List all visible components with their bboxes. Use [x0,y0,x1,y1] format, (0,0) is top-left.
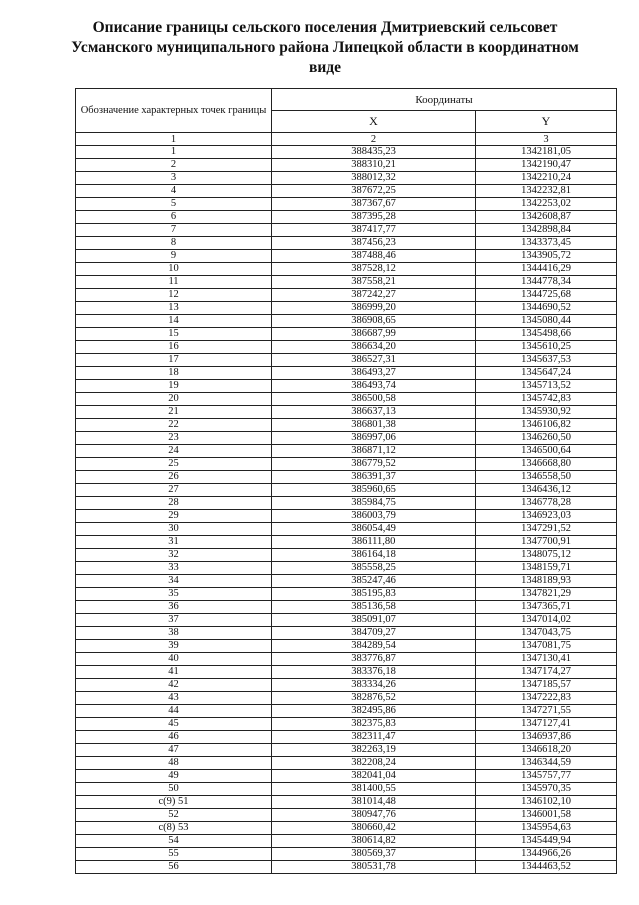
x-coordinate-cell: 387488,46 [272,250,476,263]
point-label-cell: 8 [76,237,272,250]
x-coordinate-cell: 384289,54 [272,640,476,653]
y-coordinate-cell: 1347043,75 [476,627,617,640]
y-coordinate-cell: 1342190,47 [476,159,617,172]
header-x: X [272,111,476,133]
point-label-cell: 7 [76,224,272,237]
point-label-cell: 32 [76,549,272,562]
table-row [76,549,617,562]
point-label-cell: 18 [76,367,272,380]
y-coordinate-cell: 1348189,93 [476,575,617,588]
y-coordinate-cell: 1342898,84 [476,224,617,237]
table-row [76,471,617,484]
point-label-cell: 10 [76,263,272,276]
x-coordinate-cell: 380660,42 [272,822,476,835]
y-coordinate-cell: 1347174,27 [476,666,617,679]
point-label-cell: 27 [76,484,272,497]
table-row [76,224,617,237]
y-coordinate-cell: 1346436,12 [476,484,617,497]
table-row [76,653,617,666]
x-coordinate-cell: 386391,37 [272,471,476,484]
point-label-cell: 47 [76,744,272,757]
table-row [76,640,617,653]
table-row [76,341,617,354]
point-label-cell: 55 [76,848,272,861]
y-coordinate-cell: 1345930,92 [476,406,617,419]
table-row [76,783,617,796]
table-row [76,198,617,211]
table-row [76,497,617,510]
point-label-cell: 20 [76,393,272,406]
table-row [76,367,617,380]
table-row [76,601,617,614]
table-row [76,692,617,705]
table-row [76,250,617,263]
table-row [76,380,617,393]
table-row [76,627,617,640]
y-coordinate-cell: 1346106,82 [476,419,617,432]
y-coordinate-cell: 1344690,52 [476,302,617,315]
point-label-cell: 12 [76,289,272,302]
table-row [76,211,617,224]
y-coordinate-cell: 1345637,53 [476,354,617,367]
y-coordinate-cell: 1347821,29 [476,588,617,601]
x-coordinate-cell: 382263,19 [272,744,476,757]
point-label-cell: 56 [76,861,272,874]
title-line-3: виде [308,59,342,76]
x-coordinate-cell: 386999,20 [272,302,476,315]
table-row [76,757,617,770]
x-coordinate-cell: 382041,04 [272,770,476,783]
point-label-cell: 2 [76,159,272,172]
point-label-cell: 54 [76,835,272,848]
y-coordinate-cell: 1342232,81 [476,185,617,198]
x-coordinate-cell: 387417,77 [272,224,476,237]
point-label-cell: 29 [76,510,272,523]
table-row [76,861,617,874]
point-label-cell: 46 [76,731,272,744]
y-coordinate-cell: 1345498,66 [476,328,617,341]
table-row [76,263,617,276]
y-coordinate-cell: 1346500,64 [476,445,617,458]
y-coordinate-cell: 1346260,50 [476,432,617,445]
y-coordinate-cell: 1345080,44 [476,315,617,328]
x-coordinate-cell: 382876,52 [272,692,476,705]
y-coordinate-cell: 1347222,83 [476,692,617,705]
y-coordinate-cell: 1347081,75 [476,640,617,653]
x-coordinate-cell: 385091,07 [272,614,476,627]
table-row [76,237,617,250]
table-row [76,705,617,718]
y-coordinate-cell: 1345970,35 [476,783,617,796]
point-label-cell: 24 [76,445,272,458]
x-coordinate-cell: 386687,99 [272,328,476,341]
x-coordinate-cell: 388435,23 [272,146,476,159]
y-coordinate-cell: 1345610,25 [476,341,617,354]
x-coordinate-cell: 386493,74 [272,380,476,393]
point-label-cell: 40 [76,653,272,666]
table-row [76,588,617,601]
x-coordinate-cell: 386164,18 [272,549,476,562]
table-row [76,445,617,458]
x-coordinate-cell: 381400,55 [272,783,476,796]
point-label-cell: с(9) 51 [76,796,272,809]
table-row [76,536,617,549]
column-number-1: 1 [76,133,272,146]
x-coordinate-cell: 386111,80 [272,536,476,549]
x-coordinate-cell: 387395,28 [272,211,476,224]
header-coordinates: Координаты [272,89,617,111]
x-coordinate-cell: 380614,82 [272,835,476,848]
x-coordinate-cell: 386871,12 [272,445,476,458]
y-coordinate-cell: 1346923,03 [476,510,617,523]
title-line-2: Усманского муниципального района Липецкой области в координатном [71,39,579,56]
title-line-1: Описание границы сельского поселения Дмитриевский сельсовет [92,19,558,36]
point-label-cell: 14 [76,315,272,328]
table-row [76,575,617,588]
point-label-cell: 9 [76,250,272,263]
y-coordinate-cell: 1345647,24 [476,367,617,380]
table-row [76,159,617,172]
point-label-cell: 52 [76,809,272,822]
y-coordinate-cell: 1347700,91 [476,536,617,549]
x-coordinate-cell: 386779,52 [272,458,476,471]
y-coordinate-cell: 1348159,71 [476,562,617,575]
x-coordinate-cell: 386500,58 [272,393,476,406]
y-coordinate-cell: 1344966,26 [476,848,617,861]
x-coordinate-cell: 387456,23 [272,237,476,250]
table-body [76,146,617,874]
point-label-cell: 30 [76,523,272,536]
header-points: Обозначение характерных точек границы [76,89,272,133]
table-row [76,185,617,198]
x-coordinate-cell: 386908,65 [272,315,476,328]
document-title [40,18,610,78]
point-label-cell: 43 [76,692,272,705]
point-label-cell: 36 [76,601,272,614]
x-coordinate-cell: 383334,26 [272,679,476,692]
x-coordinate-cell: 386637,13 [272,406,476,419]
x-coordinate-cell: 385247,46 [272,575,476,588]
x-coordinate-cell: 382375,83 [272,718,476,731]
point-label-cell: 48 [76,757,272,770]
point-label-cell: 44 [76,705,272,718]
y-coordinate-cell: 1347291,52 [476,523,617,536]
x-coordinate-cell: 386003,79 [272,510,476,523]
point-label-cell: 28 [76,497,272,510]
table-row [76,510,617,523]
y-coordinate-cell: 1345742,83 [476,393,617,406]
x-coordinate-cell: 382208,24 [272,757,476,770]
x-coordinate-cell: 386634,20 [272,341,476,354]
table-row [76,393,617,406]
x-coordinate-cell: 385984,75 [272,497,476,510]
x-coordinate-cell: 386054,49 [272,523,476,536]
y-coordinate-cell: 1345954,63 [476,822,617,835]
table-row [76,146,617,159]
table-row [76,770,617,783]
point-label-cell: 26 [76,471,272,484]
x-coordinate-cell: 385195,83 [272,588,476,601]
table-row [76,484,617,497]
table-row [76,523,617,536]
y-coordinate-cell: 1346102,10 [476,796,617,809]
x-coordinate-cell: 387242,27 [272,289,476,302]
point-label-cell: 11 [76,276,272,289]
x-coordinate-cell: 387367,67 [272,198,476,211]
y-coordinate-cell: 1344416,29 [476,263,617,276]
table-row [76,835,617,848]
y-coordinate-cell: 1344463,52 [476,861,617,874]
y-coordinate-cell: 1346937,86 [476,731,617,744]
point-label-cell: 4 [76,185,272,198]
table-row [76,315,617,328]
y-coordinate-cell: 1346344,59 [476,757,617,770]
header-y: Y [476,111,617,133]
y-coordinate-cell: 1345757,77 [476,770,617,783]
y-coordinate-cell: 1343373,45 [476,237,617,250]
table-row [76,289,617,302]
point-label-cell: 16 [76,341,272,354]
point-label-cell: 38 [76,627,272,640]
y-coordinate-cell: 1345449,94 [476,835,617,848]
y-coordinate-cell: 1346778,28 [476,497,617,510]
y-coordinate-cell: 1348075,12 [476,549,617,562]
point-label-cell: 35 [76,588,272,601]
table-row [76,354,617,367]
x-coordinate-cell: 386801,38 [272,419,476,432]
y-coordinate-cell: 1342181,05 [476,146,617,159]
table-row [76,822,617,835]
y-coordinate-cell: 1346618,20 [476,744,617,757]
table-row [76,679,617,692]
point-label-cell: 17 [76,354,272,367]
table-row [76,614,617,627]
point-label-cell: 15 [76,328,272,341]
y-coordinate-cell: 1342253,02 [476,198,617,211]
x-coordinate-cell: 380569,37 [272,848,476,861]
x-coordinate-cell: 388012,32 [272,172,476,185]
y-coordinate-cell: 1346001,58 [476,809,617,822]
point-label-cell: 39 [76,640,272,653]
column-number-3: 3 [476,133,617,146]
point-label-cell: 49 [76,770,272,783]
y-coordinate-cell: 1344778,34 [476,276,617,289]
x-coordinate-cell: 388310,21 [272,159,476,172]
point-label-cell: 33 [76,562,272,575]
table-row [76,848,617,861]
x-coordinate-cell: 387558,21 [272,276,476,289]
x-coordinate-cell: 386493,27 [272,367,476,380]
x-coordinate-cell: 386997,06 [272,432,476,445]
y-coordinate-cell: 1347127,41 [476,718,617,731]
table-row [76,718,617,731]
y-coordinate-cell: 1347365,71 [476,601,617,614]
table-row [76,744,617,757]
table-row [76,666,617,679]
point-label-cell: 37 [76,614,272,627]
point-label-cell: 1 [76,146,272,159]
coordinates-table [75,88,617,874]
table-row [76,809,617,822]
point-label-cell: 5 [76,198,272,211]
table-row [76,302,617,315]
table-row [76,328,617,341]
y-coordinate-cell: 1347185,57 [476,679,617,692]
point-label-cell: 6 [76,211,272,224]
table-row [76,419,617,432]
table-row [76,796,617,809]
table-row [76,432,617,445]
y-coordinate-cell: 1342210,24 [476,172,617,185]
point-label-cell: 23 [76,432,272,445]
x-coordinate-cell: 382311,47 [272,731,476,744]
x-coordinate-cell: 381014,48 [272,796,476,809]
table-row [76,406,617,419]
table-row [76,562,617,575]
x-coordinate-cell: 386527,31 [272,354,476,367]
y-coordinate-cell: 1343905,72 [476,250,617,263]
y-coordinate-cell: 1346558,50 [476,471,617,484]
x-coordinate-cell: 385136,58 [272,601,476,614]
point-label-cell: 34 [76,575,272,588]
y-coordinate-cell: 1347130,41 [476,653,617,666]
x-coordinate-cell: 385960,65 [272,484,476,497]
x-coordinate-cell: 387672,25 [272,185,476,198]
point-label-cell: 50 [76,783,272,796]
x-coordinate-cell: 385558,25 [272,562,476,575]
x-coordinate-cell: 387528,12 [272,263,476,276]
y-coordinate-cell: 1346668,80 [476,458,617,471]
column-number-2: 2 [272,133,476,146]
point-label-cell: 31 [76,536,272,549]
point-label-cell: 25 [76,458,272,471]
point-label-cell: 41 [76,666,272,679]
point-label-cell: 19 [76,380,272,393]
x-coordinate-cell: 382495,86 [272,705,476,718]
y-coordinate-cell: 1345713,52 [476,380,617,393]
table-row [76,458,617,471]
y-coordinate-cell: 1342608,87 [476,211,617,224]
table-row [76,172,617,185]
point-label-cell: 45 [76,718,272,731]
x-coordinate-cell: 383776,87 [272,653,476,666]
x-coordinate-cell: 380947,76 [272,809,476,822]
point-label-cell: 3 [76,172,272,185]
point-label-cell: 22 [76,419,272,432]
y-coordinate-cell: 1344725,68 [476,289,617,302]
point-label-cell: 42 [76,679,272,692]
y-coordinate-cell: 1347014,02 [476,614,617,627]
point-label-cell: 13 [76,302,272,315]
table-row [76,276,617,289]
x-coordinate-cell: 384709,27 [272,627,476,640]
x-coordinate-cell: 380531,78 [272,861,476,874]
x-coordinate-cell: 383376,18 [272,666,476,679]
table-row [76,731,617,744]
point-label-cell: с(8) 53 [76,822,272,835]
point-label-cell: 21 [76,406,272,419]
y-coordinate-cell: 1347271,55 [476,705,617,718]
